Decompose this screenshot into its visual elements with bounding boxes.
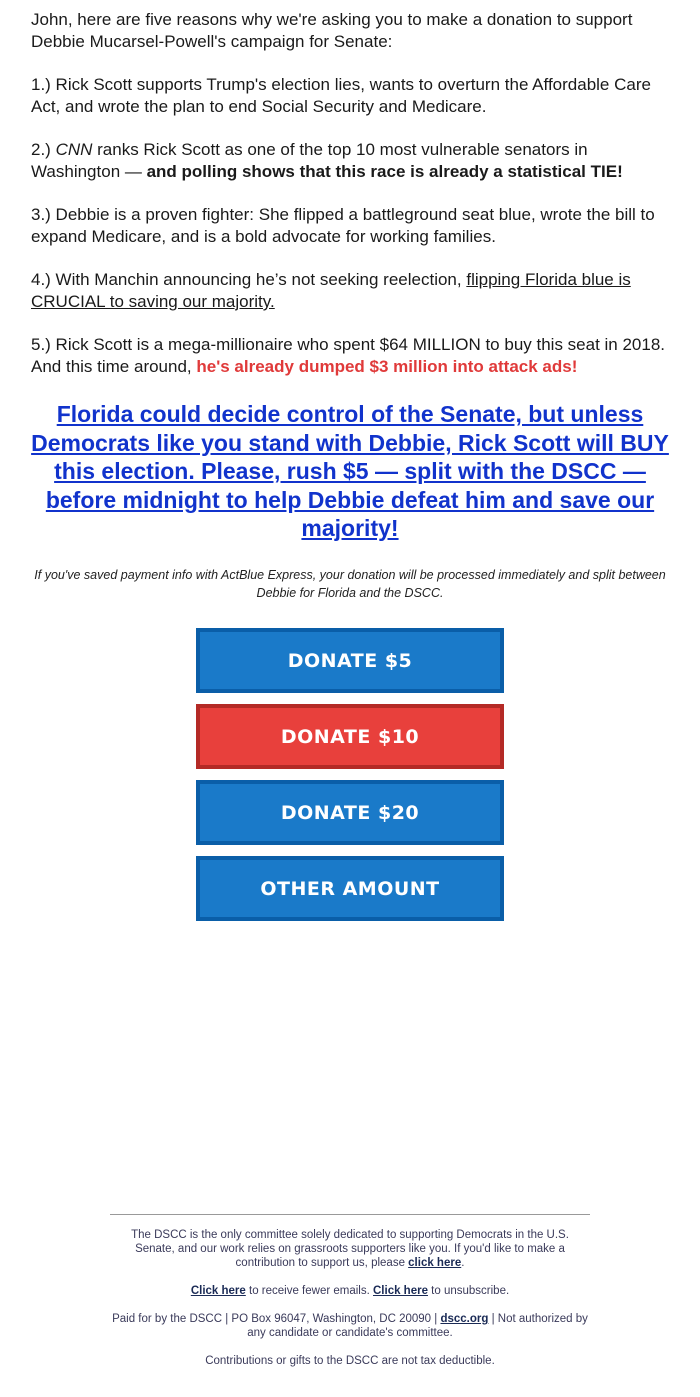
footer-about [110,1228,590,1270]
unsubscribe-link[interactable]: Click here [373,1285,428,1297]
dscc-site-link[interactable]: dscc.org [440,1313,489,1325]
cnn-source: CNN [55,140,93,159]
donate-10-button[interactable]: DONATE $10 [196,704,504,769]
footer-email-prefs [110,1284,590,1298]
donate-5-button[interactable]: DONATE $5 [196,628,504,693]
footer-paid-for [110,1312,590,1340]
footer-tax-note: Contributions or gifts to the DSCC are not tax deductible. [205,1355,495,1367]
footer [110,1228,590,1382]
footer-divider [110,1214,590,1215]
reason-5-red: he's already dumped $3 million into attack ads! [196,357,578,376]
actblue-disclaimer: If you've saved payment info with ActBlue Express, your donation will be processed immediately and split between Debbie for Florida and the DSCC. [34,568,666,600]
unsubscribe-text: to unsubscribe. [427,1285,510,1297]
reason-2 [31,139,671,183]
donate-20-button[interactable]: DONATE $20 [196,780,504,845]
paid-for-end: | Not authorized by any candidate or candidate's committee. [247,1313,588,1339]
footer-about-end: . [461,1257,465,1269]
reason-1: 1.) Rick Scott supports Trump's election lies, wants to overturn the Affordable Care Act, and wrote the plan to end Social Security and Medicare. [31,75,651,116]
paid-for-text: Paid for by the DSCC | PO Box 96047, Washington, DC 20090 | [112,1313,441,1325]
reason-2-mid: ranks Rick Scott as one of the top 10 most vulnerable senators in Washington — [31,140,588,181]
reason-2-bold: and polling shows that this race is already a statistical TIE! [146,162,623,181]
headline [25,400,675,543]
reason-3: 3.) Debbie is a proven fighter: She flipped a battleground seat blue, wrote the bill to expand Medicare, and is a bold advocate for working families. [31,205,655,246]
headline-donate-link[interactable]: Florida could decide control of the Senate, but unless Democrats like you stand with Debbie, Rick Scott will BUY this election. Please, rush $5 — split with the DSCC — before midnight to help Debbie defeat him and save our majority! [31,401,669,541]
intro-paragraph: John, here are five reasons why we're asking you to make a donation to support Debbie Mucarsel-Powell's campaign for Senate: [31,10,633,51]
footer-about-text: The DSCC is the only committee solely dedicated to supporting Democrats in the U.S. Senate, and our work relies on grassroots supporters like you. If you'd like to make a contribution to support us, please [131,1229,569,1269]
reason-4-underlined: flipping Florida blue is CRUCIAL to saving our majority. [31,270,631,311]
other-amount-button[interactable]: OTHER AMOUNT [196,856,504,921]
fewer-emails-link[interactable]: Click here [190,1285,246,1297]
email-body [31,9,671,399]
reason-2-prefix: 2.) [31,140,56,159]
reason-4-prefix: 4.) With Manchin announcing he’s not seeking reelection, [31,270,467,289]
reason-5 [31,334,671,378]
reason-4 [31,269,671,313]
contribute-link[interactable]: click here [408,1257,462,1269]
fewer-emails-text: to receive fewer emails. [245,1285,373,1297]
reason-5-prefix: 5.) Rick Scott is a mega-millionaire who spent $64 MILLION to buy this seat in 2018. And this time around, [31,335,666,376]
